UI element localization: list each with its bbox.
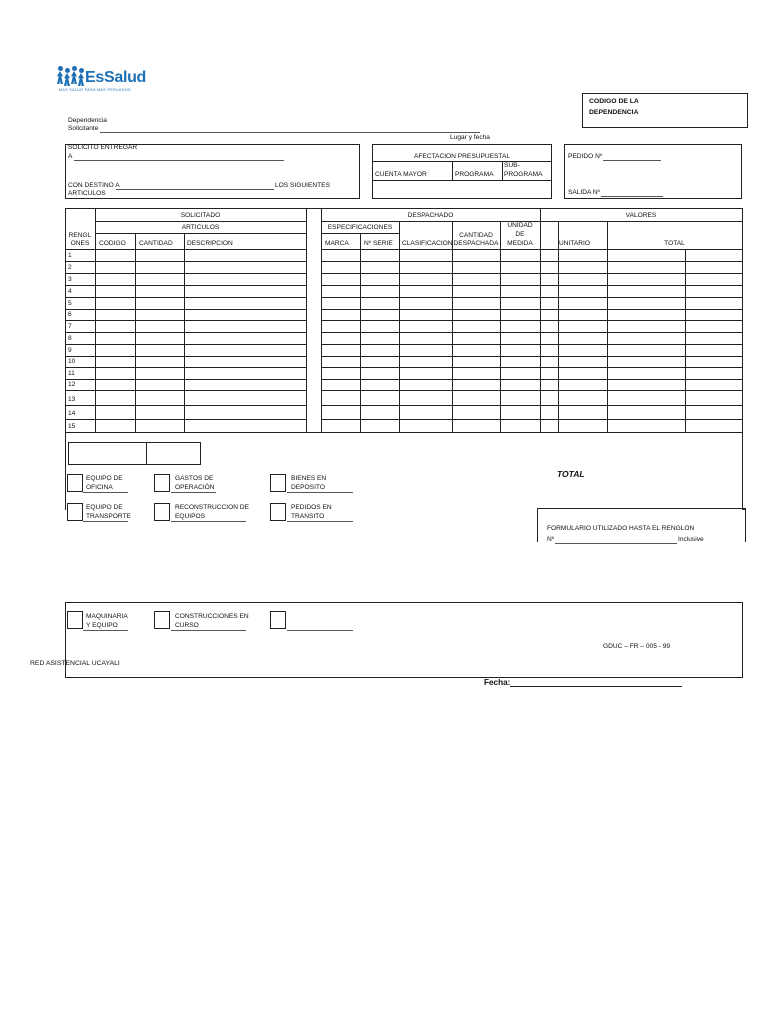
row-number: 6 bbox=[68, 311, 72, 318]
renglones-header-2: ONES bbox=[70, 240, 90, 247]
items-table bbox=[0, 0, 768, 440]
bienes-deposito-label-1: BIENES EN bbox=[291, 475, 327, 482]
equipo-oficina-label-1: EQUIPO DE bbox=[86, 475, 123, 482]
salida-label: SALIDA Nº bbox=[568, 189, 601, 196]
renglones-header-1: RENGL bbox=[68, 232, 92, 239]
maquinaria-label-1: MAQUINARIA bbox=[86, 613, 128, 620]
unidad-medida-header-1: UNIDAD bbox=[507, 222, 533, 229]
subprograma-label-1: SUB- bbox=[504, 162, 520, 169]
marca-header: MARCA bbox=[325, 240, 349, 247]
equipo-transporte-label-2: TRANSPORTE bbox=[86, 513, 131, 520]
a-label: A bbox=[68, 153, 73, 160]
row-number: 5 bbox=[68, 300, 72, 307]
construcciones-label-1: CONSTRUCCIONES EN bbox=[175, 613, 249, 620]
pedidos-transito-checkbox[interactable] bbox=[270, 503, 286, 521]
pedidos-transito-label-1: PEDIDOS EN bbox=[291, 504, 332, 511]
maquinaria-checkbox[interactable] bbox=[67, 611, 83, 629]
row-number: 15 bbox=[68, 423, 76, 430]
total-label: TOTAL bbox=[557, 469, 585, 479]
logo-tagline: MAS SALUD PARA MAS PERUANOS bbox=[59, 88, 131, 92]
solicitado-header: SOLICITADO bbox=[180, 212, 221, 219]
formulario-numero-label: Nº bbox=[547, 536, 555, 543]
fecha-line bbox=[510, 686, 682, 687]
especificaciones-header: ESPECIFICACIONES bbox=[327, 224, 393, 231]
lugar-fecha-label: Lugar y fecha bbox=[450, 134, 490, 141]
logo-text: EsSalud bbox=[85, 69, 147, 86]
reconstruccion-equipos-checkbox[interactable] bbox=[154, 503, 170, 521]
row-number: 7 bbox=[68, 323, 72, 330]
total-header: TOTAL bbox=[664, 240, 685, 247]
subprograma-label-2: PROGRAMA bbox=[504, 171, 543, 178]
articulos-label: ARTICULOS bbox=[68, 190, 106, 197]
row-number: 9 bbox=[68, 347, 72, 354]
gastos-operacion-label-2: OPERACIÓN bbox=[175, 484, 215, 491]
fecha-label: Fecha: bbox=[484, 678, 511, 687]
red-asistencial-label: RED ASISTENCIAL UCAYALI bbox=[30, 660, 120, 667]
row-number: 8 bbox=[68, 335, 72, 342]
clasificacion-header: CLASIFICACION bbox=[402, 240, 453, 247]
articulos-header: ARTICULOS bbox=[181, 224, 220, 231]
formulario-label: FORMULARIO UTILIZADO HASTA EL RENGLON bbox=[547, 525, 695, 532]
codigo-header: CODIGO bbox=[99, 240, 126, 247]
row-number: 14 bbox=[68, 410, 76, 417]
dependencia-label: Dependencia bbox=[68, 117, 107, 124]
cantidad-despachada-header-2: DESPACHADA bbox=[453, 240, 499, 247]
form-code: GDUC – FR – 005 - 99 bbox=[603, 643, 671, 650]
row-number: 4 bbox=[68, 288, 72, 295]
bienes-deposito-label-2: DEPOSITO bbox=[291, 484, 325, 491]
maquinaria-label-2: Y EQUIPO bbox=[86, 622, 118, 629]
unidad-medida-header-3: MEDIDA bbox=[507, 240, 533, 247]
solicitante-label: Solicitante bbox=[68, 125, 99, 132]
row-number: 11 bbox=[68, 370, 75, 377]
equipo-transporte-label-1: EQUIPO DE bbox=[86, 504, 123, 511]
row-number: 10 bbox=[68, 358, 76, 365]
solicito-label: SOLICITO ENTREGAR bbox=[68, 144, 138, 151]
summary-box-left bbox=[68, 442, 147, 465]
valores-header: VALORES bbox=[625, 212, 657, 219]
cantidad-header: CANTIDAD bbox=[139, 240, 173, 247]
pedidos-transito-label-2: TRANSITO bbox=[291, 513, 325, 520]
destino-label: CON DESTINO A bbox=[68, 182, 120, 189]
row-number: 3 bbox=[68, 276, 72, 283]
inclusive-label: Inclusive bbox=[678, 536, 704, 543]
equipo-transporte-checkbox[interactable] bbox=[67, 503, 83, 521]
bienes-deposito-checkbox[interactable] bbox=[270, 474, 286, 492]
siguientes-label: LOS SIGUIENTES bbox=[275, 182, 330, 189]
cuenta-mayor-label: CUENTA MAYOR bbox=[375, 171, 427, 178]
codigo-dependencia-label: CODIGO DE LA DEPENDENCIA bbox=[589, 98, 639, 116]
despachado-header: DESPACHADO bbox=[407, 212, 454, 219]
row-number: 12 bbox=[68, 381, 76, 388]
row-number: 13 bbox=[68, 396, 76, 403]
equipo-oficina-label-2: OFICINA bbox=[86, 484, 113, 491]
unitario-header: UNITARIO bbox=[559, 240, 591, 247]
reconstruccion-equipos-label-2: EQUIPOS bbox=[175, 513, 206, 520]
cantidad-despachada-header-1: CANTIDAD bbox=[459, 232, 493, 239]
summary-box-right bbox=[146, 442, 201, 465]
afectacion-title: AFECTACION PRESUPUESTAL bbox=[413, 153, 511, 160]
reconstruccion-equipos-label-1: RECONSTRUCCION DE bbox=[175, 504, 249, 511]
row-number: 2 bbox=[68, 264, 72, 271]
row-number: 1 bbox=[68, 252, 72, 259]
serie-header: Nº SERIE bbox=[364, 240, 393, 247]
gastos-operacion-label-1: GASTOS DE bbox=[175, 475, 214, 482]
construcciones-label-2: CURSO bbox=[175, 622, 199, 629]
construcciones-checkbox[interactable] bbox=[154, 611, 170, 629]
pedido-label: PEDIDO Nº bbox=[568, 153, 603, 160]
descripcion-header: DESCRIPCION bbox=[187, 240, 233, 247]
unidad-medida-header-2: DE bbox=[515, 231, 525, 238]
programa-label: PROGRAMA bbox=[455, 171, 494, 178]
blank-checkbox[interactable] bbox=[270, 611, 286, 629]
equipo-oficina-checkbox[interactable] bbox=[67, 474, 83, 492]
gastos-operacion-checkbox[interactable] bbox=[154, 474, 170, 492]
